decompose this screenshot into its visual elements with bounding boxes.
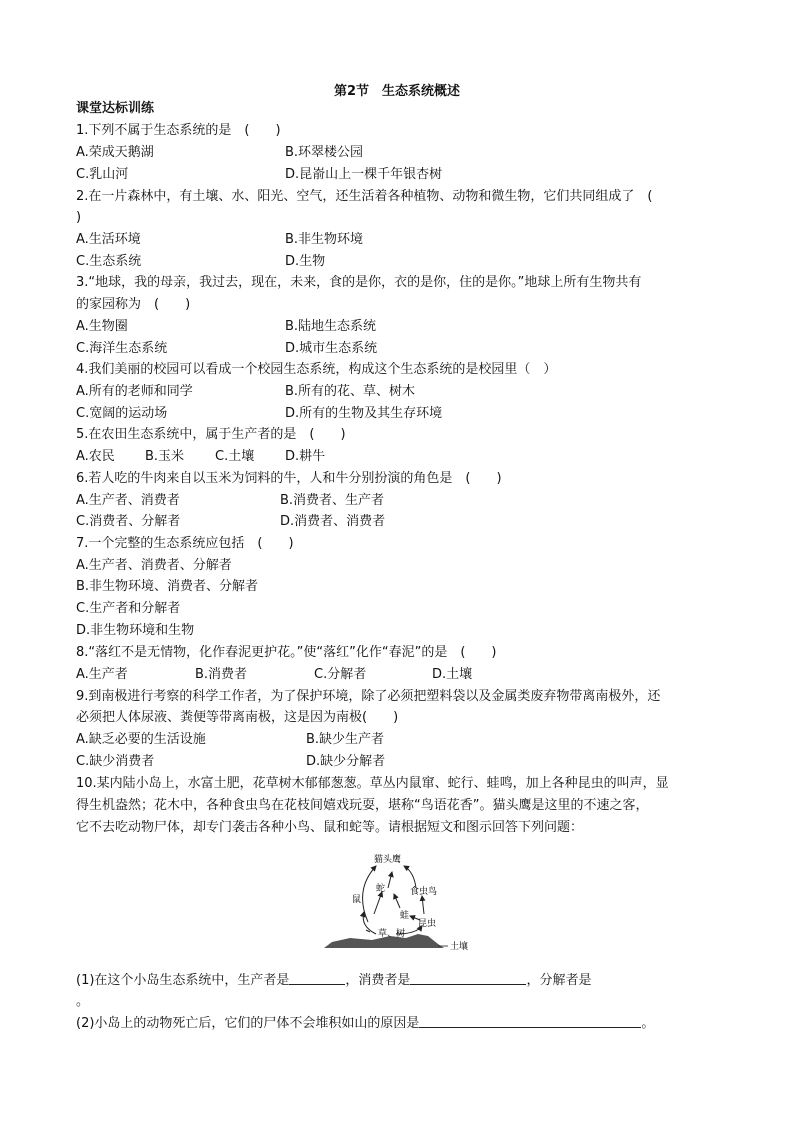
q7-option-c: C.生产者和分解者 [76,601,181,616]
q5-option-a: A.农民 [76,449,115,464]
q3-stem-cont: 的家园称为 ( ) [76,297,191,312]
q10-sub1-text-c: ，分解者是 [526,973,592,988]
q1-option-a: A.荣成天鹅湖 [76,145,154,160]
q10-paragraph-line1: 10.某内陆小岛上，水富土肥，花草树木郁郁葱葱。草丛内鼠窜、蛇行、蛙鸣，加上各种昆虫的叫声，显 [76,776,669,791]
q4-option-a: A.所有的老师和同学 [76,384,193,399]
label-insect: 昆虫 [418,919,437,929]
q5-option-c: C.土壤 [215,449,255,464]
q2-option-c: C.生态系统 [76,254,142,269]
arrow-bird-to-owl [404,866,416,888]
q4-option-c: C.宽阔的运动场 [76,406,168,421]
q6-stem: 6.若人吃的牛肉来自以玉米为饲料的牛，人和牛分别扮演的角色是 ( ) [76,471,502,486]
q9-stem-cont: 必须把人体尿液、粪便等带离南极，这是因为南极( ) [76,710,399,725]
q7-option-b: B.非生物环境、消费者、分解者 [76,579,259,594]
arrow-mouse-to-snake [374,892,382,914]
q9-option-d: D.缺少分解者 [306,754,386,769]
q3-option-d: D.城市生态系统 [285,341,378,356]
q5-option-b: B.玉米 [145,449,185,464]
label-frog: 蛙 [400,911,410,921]
q10-sub2-end: 。 [641,1016,655,1031]
q8-option-c: C.分解者 [314,667,367,682]
label-soil: 土壤 [450,942,469,952]
q2-stem: 2.在一片森林中，有土壤、水、阳光、空气，还生活着各种植物、动物和微生物，它们共同组成了 ( [76,189,653,204]
arrow-insect-to-bird [422,896,424,914]
q2-option-d: D.生物 [285,254,326,269]
q8-option-d: D.土壤 [432,667,473,682]
label-plants: 草、树 [378,929,406,939]
q6-option-c: C.消费者、分解者 [76,514,181,529]
q2-option-b: B.非生物环境 [285,232,364,247]
q3-option-c: C.海洋生态系统 [76,341,168,356]
q8-option-b: B.消费者 [195,667,248,682]
q10-paragraph-line2: 得生机盎然；花木中，各种食虫鸟在花枝间嬉戏玩耍，堪称“鸟语花香”。猫头鹰是这里的不速之客， [76,798,649,813]
q5-stem: 5.在农田生态系统中，属于生产者的是 ( ) [76,427,346,442]
q8-option-a: A.生产者 [76,667,128,682]
answer-blank-reason[interactable] [419,1015,641,1028]
label-owl: 猫头鹰 [374,855,402,865]
q9-option-b: B.缺少生产者 [306,732,385,747]
q9-option-c: C.缺少消费者 [76,754,155,769]
q10-sub2-text: (2)小岛上的动物死亡后，它们的尸体不会堆积如山的原因是 [76,1016,420,1031]
q6-option-d: D.消费者、消费者 [280,514,386,529]
q3-option-b: B.陆地生态系统 [285,319,377,334]
q10-sub1-text-b: ，消费者是 [345,973,411,988]
q5-option-d: D.耕牛 [285,449,326,464]
q7-option-d: D.非生物环境和生物 [76,623,195,638]
q2-stem-cont: ) [76,210,82,225]
q10-sub2-line [76,1015,654,1032]
q1-option-d: D.昆嵛山上一棵千年银杏树 [285,167,443,182]
q2-option-a: A.生活环境 [76,232,141,247]
q10-sub1-text-a: (1)在这个小岛生态系统中，生产者是 [76,973,290,988]
arrow-frog-to-snake [394,894,400,908]
q1-option-c: C.乳山河 [76,167,129,182]
answer-blank-producer[interactable] [289,972,345,985]
food-web-diagram [320,850,480,956]
q1-stem: 1.下列不属于生态系统的是 ( ) [76,123,281,138]
q9-option-a: A.缺乏必要的生活设施 [76,732,206,747]
label-mouse: 鼠 [352,895,362,905]
q6-option-b: B.消费者、生产者 [280,493,385,508]
answer-blank-consumer[interactable] [410,972,526,985]
q4-option-d: D.所有的生物及其生存环境 [285,406,443,421]
q4-stem: 4.我们美丽的校园可以看成一个校园生态系统，构成这个生态系统的是校园里（ ） [76,362,557,377]
q8-stem: 8.“落红不是无情物，化作春泥更护花。”使“落红”化作“春泥”的是 ( ) [76,645,497,660]
q3-option-a: A.生物圈 [76,319,128,334]
q7-option-a: A.生产者、消费者、分解者 [76,558,232,573]
label-bird: 食虫鸟 [410,887,438,897]
q10-sub1-end: 。 [76,994,90,1009]
q4-option-b: B.所有的花、草、树木 [285,384,416,399]
section-heading: 课堂达标训练 [76,101,155,116]
label-snake: 蛇 [376,884,386,894]
q10-sub1-line [76,972,591,989]
q1-option-b: B.环翠楼公园 [285,145,364,160]
arrow-snake-to-owl [388,872,392,888]
q3-stem: 3.“地球，我的母亲，我过去，现在，未来，食的是你，衣的是你，住的是你。”地球上所有生物共有 [76,275,642,290]
page-title: 第2节 生态系统概述 [333,84,461,99]
q7-stem: 7.一个完整的生态系统应包括 ( ) [76,536,294,551]
q9-stem: 9.到南极进行考察的科学工作者，为了保护环境，除了必须把塑料袋以及金属类废弃物带离南极外，还 [76,689,661,704]
q6-option-a: A.生产者、消费者 [76,493,180,508]
q10-paragraph-line3: 它不去吃动物尸体，却专门袭击各种小鸟、鼠和蛇等。请根据短文和图示回答下列问题： [76,820,584,835]
